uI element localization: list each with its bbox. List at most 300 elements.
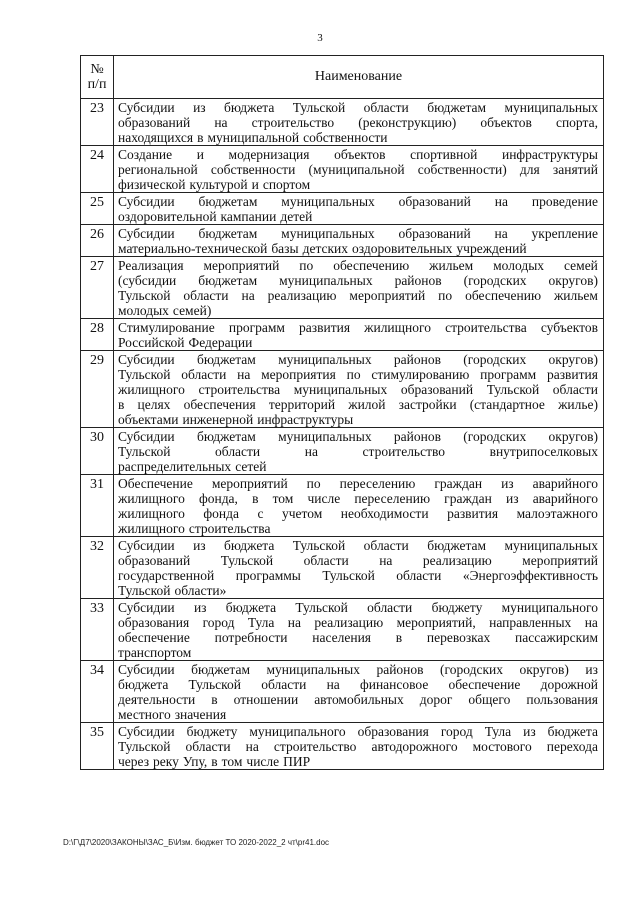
word: перехода: [546, 739, 598, 754]
row-number: 30: [81, 428, 114, 475]
name-line: [118, 352, 598, 367]
word: бюджетам: [196, 429, 256, 444]
row-number: 31: [81, 475, 114, 537]
table-row: [81, 537, 604, 599]
word: Субсидии: [118, 194, 175, 209]
word: программ: [480, 367, 537, 382]
word: на: [304, 444, 318, 459]
word: Тула: [484, 724, 512, 739]
word: образований: [118, 115, 191, 130]
word: бюджета: [225, 600, 277, 615]
word: кампании: [220, 209, 277, 224]
word: области: [261, 677, 307, 692]
name-line: [118, 491, 598, 506]
word: строительство: [362, 444, 446, 459]
word: области: [363, 100, 409, 115]
word: Тульской: [295, 600, 348, 615]
word: занятий: [552, 162, 598, 177]
word: развития: [447, 506, 499, 521]
word: жильем: [429, 258, 474, 273]
word: физической: [118, 177, 186, 192]
file-path-footer: D:\Г\Д7\2020\ЗАКОНЫ\ЗАС_Б\Изм. бюджет ТО 2020-2022_2 чт\pr41.doc: [63, 838, 330, 847]
word: застройки: [398, 397, 457, 412]
word: Тула: [247, 615, 275, 630]
word: переселению: [354, 491, 431, 506]
name-line: [118, 273, 598, 288]
name-line: [118, 194, 598, 209]
word: фонда,: [198, 491, 238, 506]
word: отношении: [233, 692, 299, 707]
word: учреждений: [456, 241, 527, 256]
word: бюджетам: [198, 226, 258, 241]
word: муниципальных: [278, 429, 372, 444]
word: муниципальных: [504, 538, 598, 553]
word: области»: [174, 583, 227, 598]
row-name: [114, 475, 604, 537]
word: мероприятий: [522, 553, 598, 568]
word: из: [523, 724, 536, 739]
word: из: [193, 600, 207, 615]
word: в: [118, 397, 125, 412]
word: муниципальных: [293, 382, 388, 397]
table-row: [81, 661, 604, 723]
word: и: [251, 177, 259, 192]
word: на: [584, 615, 598, 630]
word: переселению: [339, 476, 416, 491]
word: из: [193, 538, 206, 553]
word: по: [299, 258, 314, 273]
word: мероприятий,: [396, 615, 476, 630]
word: бюджетам: [198, 194, 258, 209]
table-row: [81, 475, 604, 537]
table-row: [81, 99, 604, 146]
name-line: [118, 568, 598, 583]
row-number: 24: [81, 146, 114, 193]
word: бюджетам: [427, 100, 487, 115]
word: Субсидии: [118, 352, 175, 367]
word: через: [118, 754, 150, 769]
word: области: [396, 568, 442, 583]
word: (городских: [463, 352, 527, 367]
row-name: [114, 537, 604, 599]
word: бюджета: [224, 100, 275, 115]
word: на: [241, 288, 255, 303]
word: семей: [564, 258, 598, 273]
word: в: [211, 692, 218, 707]
word: модернизация: [228, 147, 310, 162]
name-line: [118, 258, 598, 273]
word: реку: [153, 754, 179, 769]
word: Тульской: [292, 538, 346, 553]
word: пассажирским: [515, 630, 598, 645]
word: на: [326, 677, 340, 692]
name-line: [118, 476, 598, 491]
table-body: [81, 99, 604, 770]
word: округов): [519, 662, 569, 677]
word: строительство: [273, 739, 357, 754]
row-number: 29: [81, 351, 114, 428]
word: государственной: [118, 568, 215, 583]
word: учетом: [281, 506, 323, 521]
table-row: [81, 428, 604, 475]
word: округов): [548, 429, 598, 444]
word: на: [245, 739, 259, 754]
name-line: [118, 382, 598, 397]
word: граждан: [444, 491, 492, 506]
table-row: [81, 193, 604, 225]
word: муниципальных: [504, 100, 598, 115]
word: муниципальных: [278, 352, 372, 367]
page-number: 3: [317, 32, 323, 44]
word: территорий: [268, 397, 336, 412]
word: Тульской: [118, 583, 171, 598]
word: Реализация: [118, 258, 184, 273]
word: детей: [280, 209, 313, 224]
word: мероприятия: [261, 367, 336, 382]
word: районов: [394, 273, 442, 288]
word: на: [237, 367, 251, 382]
word: объектов: [334, 147, 386, 162]
row-number: 33: [81, 599, 114, 661]
name-line: [118, 553, 598, 568]
word: Тульской: [118, 739, 171, 754]
row-name: [114, 599, 604, 661]
word: Создание: [118, 147, 173, 162]
word: Тульской: [486, 382, 540, 397]
header-number-cell: [81, 56, 114, 99]
word: жилой: [348, 397, 386, 412]
name-line: [118, 662, 598, 677]
word: аварийного: [532, 491, 598, 506]
table-row: [81, 351, 604, 428]
word: транспортом: [118, 645, 192, 660]
word: бюджету: [431, 600, 483, 615]
word: пользования: [526, 692, 598, 707]
word: бюджета: [224, 538, 275, 553]
word: (стандартное: [469, 397, 545, 412]
table-row: [81, 319, 604, 351]
word: автодорожного: [371, 739, 458, 754]
word: образований: [398, 226, 471, 241]
word: Стимулирование: [118, 320, 215, 335]
name-line: [118, 241, 598, 256]
word: жилье): [558, 397, 598, 412]
name-line: [118, 335, 598, 350]
word: мероприятий: [349, 288, 426, 303]
row-name: [114, 319, 604, 351]
word: в: [395, 630, 403, 645]
word: жильем: [553, 288, 598, 303]
word: реализацию: [422, 553, 492, 568]
word: том: [221, 754, 243, 769]
word: местного: [118, 707, 171, 722]
word: бюджета: [547, 724, 598, 739]
word: образований: [400, 382, 474, 397]
word: муниципальных: [266, 662, 360, 677]
word: области: [552, 382, 598, 397]
word: в: [197, 130, 204, 145]
name-line: [118, 538, 598, 553]
row-name: [114, 257, 604, 319]
name-line: [118, 615, 598, 630]
table-row: [81, 257, 604, 319]
word: муниципального: [501, 600, 598, 615]
word: целях: [137, 397, 171, 412]
word: Тульской: [118, 288, 171, 303]
word: из: [501, 476, 514, 491]
word: образования: [357, 724, 429, 739]
row-name: [114, 428, 604, 475]
word: Субсидии: [118, 662, 175, 677]
word: на: [494, 226, 508, 241]
name-line: [118, 521, 598, 536]
word: находящихся: [118, 130, 194, 145]
word: для: [519, 162, 540, 177]
word: на: [379, 553, 393, 568]
word: объектами: [118, 412, 179, 427]
word: (городских: [463, 429, 527, 444]
word: муниципальной: [207, 130, 300, 145]
word: обеспечению: [465, 288, 542, 303]
name-line: [118, 600, 598, 615]
word: округов): [548, 273, 598, 288]
word: стимулированию: [371, 367, 470, 382]
row-name: [114, 661, 604, 723]
row-number: 23: [81, 99, 114, 146]
word: фонда: [203, 506, 239, 521]
word: Субсидии: [118, 600, 175, 615]
name-line: [118, 630, 598, 645]
word: внутрипоселковых: [489, 444, 598, 459]
word: деятельности: [118, 692, 196, 707]
word: числе: [246, 754, 280, 769]
name-line: [118, 707, 598, 722]
name-line: [118, 429, 598, 444]
row-number: 34: [81, 661, 114, 723]
name-line: [118, 754, 598, 769]
word: районов: [376, 662, 424, 677]
word: бюджету: [186, 724, 238, 739]
word: бюджетам: [196, 352, 256, 367]
word: программ: [228, 320, 285, 335]
word: спортом: [262, 177, 311, 192]
word: молодых: [118, 303, 169, 318]
subsidy-table: [80, 55, 604, 770]
word: строительства: [445, 320, 527, 335]
word: жилищного: [364, 320, 431, 335]
header-number-symbol: №: [90, 62, 104, 77]
word: автомобильных: [314, 692, 404, 707]
word: мостового: [472, 739, 532, 754]
word: Тульской: [188, 677, 242, 692]
word: жилищного: [118, 491, 185, 506]
word: районов: [393, 352, 441, 367]
name-line: [118, 226, 598, 241]
word: и: [196, 147, 204, 162]
word: по: [438, 288, 453, 303]
word: Российской: [118, 335, 185, 350]
word: Федерации: [188, 335, 253, 350]
row-name: [114, 99, 604, 146]
word: Тульской: [118, 444, 171, 459]
row-number: 26: [81, 225, 114, 257]
table-row: [81, 723, 604, 770]
word: молодых: [493, 258, 545, 273]
row-name: [114, 351, 604, 428]
word: распределительных: [118, 459, 232, 474]
word: населения: [312, 630, 372, 645]
word: оздоровительной: [118, 209, 217, 224]
word: жилищного: [118, 506, 185, 521]
word: том: [272, 491, 294, 506]
word: укрепление: [531, 226, 598, 241]
word: муниципальных: [281, 226, 375, 241]
word: мероприятий: [203, 258, 280, 273]
word: числе: [307, 491, 341, 506]
word: на: [494, 194, 508, 209]
word: Тульской: [322, 568, 375, 583]
name-line: [118, 459, 598, 474]
word: районов: [393, 429, 441, 444]
word: обеспечение: [448, 677, 521, 692]
word: собственности: [303, 130, 388, 145]
table-header-row: [81, 56, 604, 99]
name-line: [118, 303, 598, 318]
word: город: [440, 724, 473, 739]
word: малоэтажного: [516, 506, 598, 521]
name-line: [118, 147, 598, 162]
word: обеспечения: [183, 397, 256, 412]
name-line: [118, 583, 598, 598]
word: город: [202, 615, 235, 630]
name-line: [118, 367, 598, 382]
name-line: [118, 412, 598, 427]
word: собственности): [417, 162, 507, 177]
name-line: [118, 645, 598, 660]
word: оздоровительных: [352, 241, 453, 256]
word: (реконструкцию): [358, 115, 457, 130]
word: муниципальных: [279, 273, 373, 288]
word: значения: [174, 707, 227, 722]
word: (муниципальной: [308, 162, 405, 177]
row-name: [114, 146, 604, 193]
word: Субсидии: [118, 226, 175, 241]
word: из: [506, 491, 519, 506]
word: жилищного: [118, 382, 185, 397]
word: образований: [398, 194, 471, 209]
word: образований: [118, 553, 191, 568]
word: перевозках: [426, 630, 491, 645]
word: материально-технической: [118, 241, 268, 256]
name-line: [118, 320, 598, 335]
name-line: [118, 209, 598, 224]
word: дорожной: [540, 677, 598, 692]
word: детских: [302, 241, 349, 256]
word: региональной: [118, 162, 198, 177]
word: спорта,: [555, 115, 598, 130]
word: субъектов: [540, 320, 598, 335]
word: программы: [235, 568, 301, 583]
word: общего: [468, 692, 511, 707]
word: области: [183, 288, 229, 303]
row-number: 35: [81, 723, 114, 770]
row-number: 28: [81, 319, 114, 351]
name-line: [118, 739, 598, 754]
word: Тульской: [220, 553, 274, 568]
word: округов): [548, 352, 598, 367]
word: области: [185, 739, 231, 754]
word: Тульской: [292, 100, 346, 115]
word: муниципального: [249, 724, 346, 739]
word: инфраструктуры: [257, 412, 354, 427]
word: бюджета: [118, 677, 169, 692]
word: потребности: [214, 630, 288, 645]
word: строительство: [251, 115, 335, 130]
word: обеспечение: [118, 630, 190, 645]
header-name-cell: Наименование: [114, 56, 604, 99]
word: Упу,: [182, 754, 208, 769]
word: на: [287, 615, 301, 630]
name-line: [118, 100, 598, 115]
word: на: [214, 115, 228, 130]
name-line: [118, 130, 598, 145]
word: по: [306, 476, 321, 491]
name-line: [118, 177, 598, 192]
word: Субсидии: [118, 538, 175, 553]
word: из: [193, 100, 206, 115]
word: «Энергоэффективность: [462, 568, 598, 583]
word: инфраструктуры: [501, 147, 598, 162]
name-line: [118, 692, 598, 707]
table-row: [81, 225, 604, 257]
name-line: [118, 506, 598, 521]
word: области: [363, 538, 409, 553]
word: культурой: [189, 177, 248, 192]
row-name: [114, 723, 604, 770]
word: развития: [546, 367, 598, 382]
word: граждан: [434, 476, 483, 491]
word: направленных: [489, 615, 572, 630]
word: реализацию: [314, 615, 384, 630]
row-name: [114, 225, 604, 257]
word: области: [303, 553, 349, 568]
word: ПИР: [283, 754, 311, 769]
word: мероприятий: [211, 476, 288, 491]
row-number: 25: [81, 193, 114, 225]
word: сетей: [235, 459, 267, 474]
word: области: [215, 444, 261, 459]
word: строительства: [198, 382, 281, 397]
word: собственности: [210, 162, 296, 177]
name-line: [118, 677, 598, 692]
word: образования: [118, 615, 190, 630]
word: семей): [172, 303, 212, 318]
word: проведение: [531, 194, 598, 209]
word: в: [252, 491, 259, 506]
word: из: [585, 662, 598, 677]
word: Субсидии: [118, 724, 175, 739]
word: строительства: [188, 521, 271, 536]
word: развития: [299, 320, 351, 335]
row-number: 27: [81, 257, 114, 319]
word: (городских: [463, 273, 527, 288]
name-line: [118, 288, 598, 303]
name-line: [118, 444, 598, 459]
word: объектов: [480, 115, 532, 130]
word: инженерной: [182, 412, 254, 427]
table-row: [81, 146, 604, 193]
word: бюджетам: [191, 662, 251, 677]
